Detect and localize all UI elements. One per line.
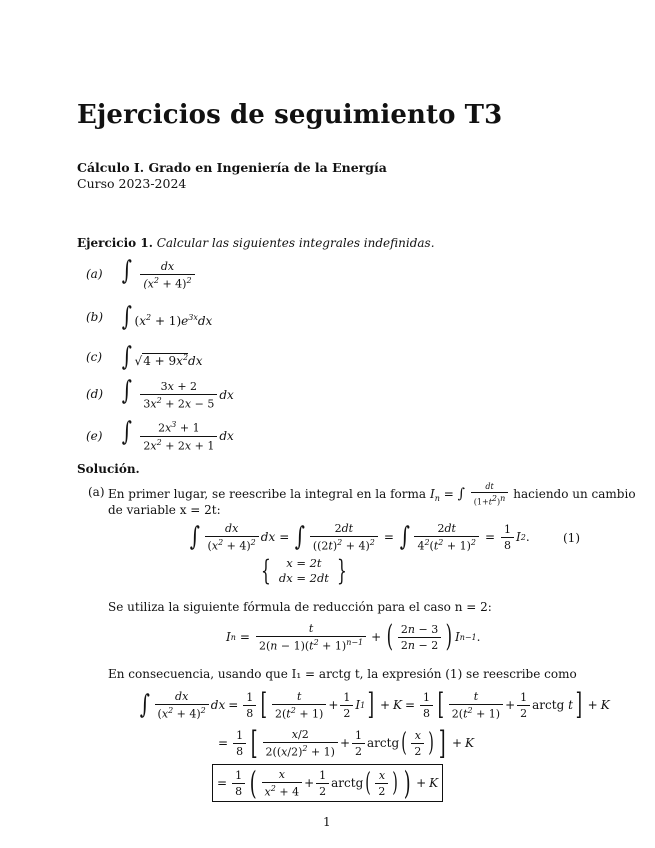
item-label: (b) bbox=[86, 310, 104, 324]
integral-a: ∫ $\frac{dx}{(x^2 + 4)^2}$ bbox=[120, 258, 197, 291]
item-label: (d) bbox=[86, 387, 104, 402]
result-line-1: ∫ $\frac{dx}{(x^2 + 4)^2}$ dx = $\frac{1}{8}$ [ $\frac{t}{2(t^2 + 1)}$ + $\frac{1}{2}$ I 1 ] + K = $\frac{1}{8}$ [ $\frac{t}{2(t^2 + 1)}$ + $\frac{1}{2}$ arctg t ] + K bbox=[139, 687, 610, 723]
item-label: (e) bbox=[86, 428, 103, 443]
integral-e: ∫ $\frac{2x^3 + 1}{2x^2 + 2x + 1}$ dx bbox=[121, 417, 234, 453]
intro-text-2: haciendo un cambio bbox=[513, 487, 636, 502]
consequence-text: En consecuencia, usando que I₁ = arctg t, la expresión (1) se reescribe como bbox=[108, 667, 577, 681]
reduction-formula: I n = $\frac{t}{2(n - 1)(t^2 + 1)^{n-1}}$ + ( $\frac{2n - 3}{2n - 2}$ ) I n−1 . bbox=[226, 619, 481, 655]
intro-text-3: de variable x = 2t: bbox=[108, 503, 221, 517]
course-subtitle: Cálculo I. Grado en Ingeniería de la Energía bbox=[77, 160, 387, 175]
part-a-label: (a) bbox=[88, 485, 105, 499]
equation-1: ∫ $\frac{dx}{(x^2 + 4)^2}$ dx = ∫ $\frac{2dt}{((2t)^2 + 4)^2}$ = ∫ $\frac{2dt}{4^2(t^2 + 1)^2}$ = $\frac{1}{8}$ I 2 . bbox=[189, 522, 530, 553]
integral-b: ∫ $(x^2 + 1)e^{3x}dx$ bbox=[121, 302, 213, 332]
exercise-item-e bbox=[86, 419, 234, 453]
item-label: (c) bbox=[86, 350, 103, 364]
page-number: 1 bbox=[323, 815, 331, 829]
change-of-variable: { x = 2t dx = 2dt } bbox=[261, 554, 347, 587]
integral-c: ∫ $√4 + 9x^2dx$ bbox=[121, 342, 203, 372]
result-line-2: = $\frac{1}{8}$ [ $\frac{x/2}{2((x/2)^2 + 1)}$ + $\frac{1}{2}$ arctg ( $\frac{x}{2}$ ) ] + K bbox=[218, 724, 474, 762]
course-year: Curso 2023-2024 bbox=[77, 176, 187, 191]
exercise-item-a bbox=[86, 258, 197, 291]
change-var-2: dx = 2dt bbox=[278, 571, 329, 585]
item-label: (a) bbox=[86, 267, 103, 282]
exercise-statement bbox=[77, 236, 435, 250]
In-definition: $I_n$ = ∫ $\frac{dt}{(1+t^2)^n}$ bbox=[430, 482, 510, 507]
exercise-item-c bbox=[86, 344, 202, 370]
exercise-label: Ejercicio 1. bbox=[77, 236, 153, 250]
change-var-1: x = 2t bbox=[286, 556, 322, 570]
equation-number: (1) bbox=[563, 531, 580, 545]
exercise-item-b bbox=[86, 304, 212, 330]
intro-text-1: En primer lugar, se reescribe la integral en la forma bbox=[108, 487, 427, 502]
integral-d: ∫ $\frac{3x + 2}{3x^2 + 2x - 5}$ dx bbox=[121, 376, 234, 411]
final-result-box: = $\frac{1}{8}$ ( $\frac{x}{x^2 + 4}$ + $\frac{1}{2}$ arctg ( $\frac{x}{2}$ ) ) + K bbox=[212, 764, 443, 802]
page-title: Ejercicios de seguimiento T3 bbox=[77, 100, 503, 130]
reduction-text: Se utiliza la siguiente fórmula de reducción para el caso n = 2: bbox=[108, 600, 492, 614]
exercise-text: Calcular las siguientes integrales indefinidas. bbox=[156, 236, 435, 250]
solution-label: Solución. bbox=[77, 462, 140, 476]
exercise-item-d bbox=[86, 378, 234, 411]
